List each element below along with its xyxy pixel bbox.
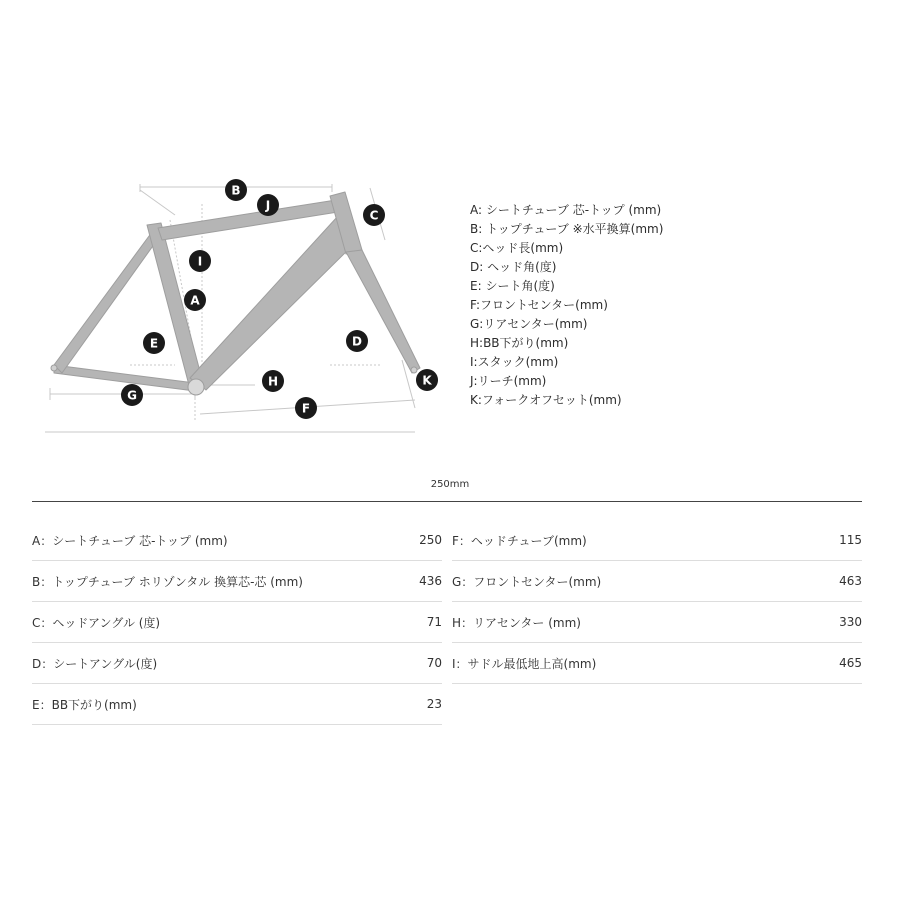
legend-item-f: F:フロントセンター(mm) xyxy=(470,298,608,312)
frame-geometry-diagram xyxy=(40,170,440,440)
marker-j xyxy=(257,194,279,216)
legend-item-h: H:BB下がり(mm) xyxy=(470,336,569,350)
svg-text:F: F xyxy=(301,401,311,416)
spec-row xyxy=(32,520,442,561)
spec-table-rule xyxy=(32,501,862,502)
spec-value: 330 xyxy=(839,615,862,629)
svg-text:B: B xyxy=(231,183,241,198)
spec-row xyxy=(32,684,442,725)
spec-label: C：ヘッドアングル (度) xyxy=(32,615,161,630)
marker-h xyxy=(262,370,284,392)
spec-label: F：ヘッドチューブ(mm) xyxy=(452,533,587,548)
spec-label: I：サドル最低地上高(mm) xyxy=(452,656,597,671)
marker-i xyxy=(189,250,211,272)
rear-dropout xyxy=(51,365,57,371)
legend-item-k: K:フォークオフセット(mm) xyxy=(470,393,622,407)
seat-stay xyxy=(54,232,160,373)
marker-c xyxy=(363,204,385,226)
bottom-bracket xyxy=(188,379,204,395)
svg-text:A: A xyxy=(190,293,200,308)
legend-item-g: G:リアセンター(mm) xyxy=(470,317,588,331)
spec-value: 463 xyxy=(839,574,862,588)
marker-f xyxy=(295,397,317,419)
spec-value: 250 xyxy=(419,533,442,547)
front-dropout xyxy=(411,367,417,373)
spec-row xyxy=(32,561,442,602)
size-label: 250mm xyxy=(430,479,470,490)
spec-value: 465 xyxy=(839,656,862,670)
svg-text:K: K xyxy=(422,373,432,388)
marker-d xyxy=(346,330,368,352)
spec-value: 115 xyxy=(839,533,862,547)
spec-label: H：リアセンター (mm) xyxy=(452,615,581,630)
spec-label: E：BB下がり(mm) xyxy=(32,697,137,712)
marker-e xyxy=(143,332,165,354)
spec-row xyxy=(452,561,862,602)
spec-label: D：シートアングル(度) xyxy=(32,656,158,671)
legend-item-c: C:ヘッド長(mm) xyxy=(470,241,564,255)
svg-text:C: C xyxy=(369,208,379,223)
marker-b xyxy=(225,179,247,201)
spec-label: G：フロントセンター(mm) xyxy=(452,574,602,589)
svg-text:D: D xyxy=(352,334,362,349)
spec-row xyxy=(452,643,862,684)
marker-g xyxy=(121,384,143,406)
geometry-legend xyxy=(470,201,663,410)
spec-row xyxy=(452,602,862,643)
legend-item-i: I:スタック(mm) xyxy=(470,355,559,369)
legend-item-j: J:リーチ(mm) xyxy=(470,374,547,388)
spec-label: A：シートチューブ 芯-トップ (mm) xyxy=(32,533,228,548)
spec-label: B：トップチューブ ホリゾンタル 換算芯-芯 (mm) xyxy=(32,574,303,589)
svg-text:J: J xyxy=(265,198,271,213)
spec-value: 70 xyxy=(426,656,442,670)
top-tube xyxy=(158,200,338,240)
spec-column-left xyxy=(32,520,442,725)
spec-row xyxy=(32,643,442,684)
down-tube xyxy=(190,216,354,390)
spec-row xyxy=(452,520,862,561)
svg-text:G: G xyxy=(127,388,137,403)
fork xyxy=(346,250,420,373)
marker-a xyxy=(184,289,206,311)
legend-item-b: B: トップチューブ ※水平換算(mm) xyxy=(470,222,664,236)
svg-text:I: I xyxy=(197,254,203,269)
marker-k xyxy=(416,369,438,391)
svg-text:H: H xyxy=(267,374,279,389)
spec-value: 23 xyxy=(426,697,442,711)
svg-text:E: E xyxy=(149,336,159,351)
spec-row xyxy=(32,602,442,643)
spec-column-right xyxy=(452,520,862,684)
spec-value: 71 xyxy=(426,615,442,629)
spec-value: 436 xyxy=(419,574,442,588)
bike-frame xyxy=(51,192,420,395)
legend-item-e: E: シート角(度) xyxy=(470,279,555,293)
legend-item-a: A: シートチューブ 芯-トップ (mm) xyxy=(470,203,662,217)
legend-item-d: D: ヘッド角(度) xyxy=(470,260,557,274)
